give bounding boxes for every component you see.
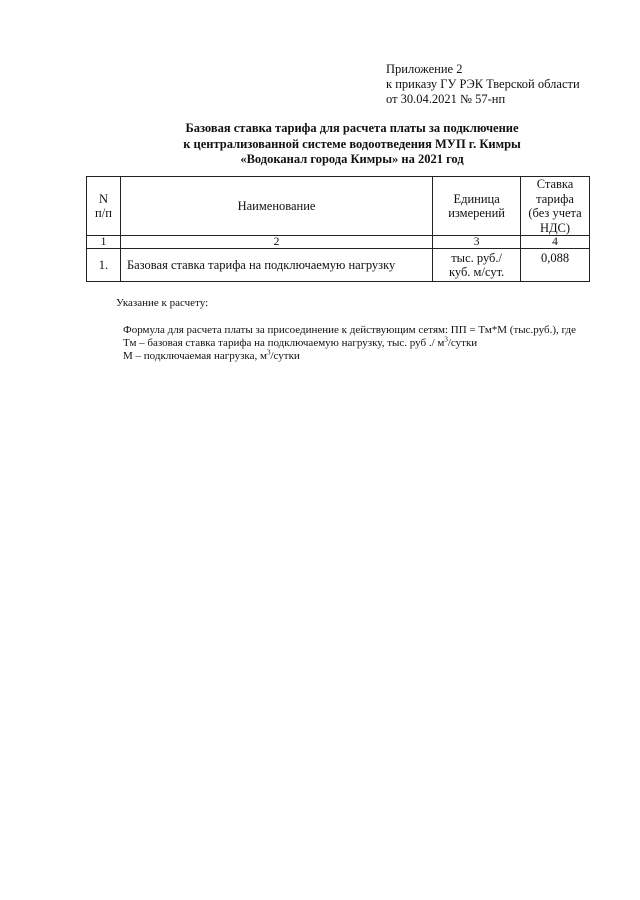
m-definition-text: М – подключаемая нагрузка, м [123, 350, 267, 362]
header-num [87, 177, 121, 236]
appendix-block [386, 62, 580, 107]
table-header-row [87, 177, 590, 236]
header-num-line-1: N [98, 191, 108, 206]
header-rate-line-3: (без учета [528, 206, 582, 220]
tm-definition-exponent: 3 [444, 335, 448, 344]
appendix-order-ref: к приказу ГУ РЭК Тверской области [386, 77, 580, 91]
formula-block [123, 324, 576, 363]
column-number-row [87, 236, 590, 249]
m-definition-unit: /сутки [270, 350, 300, 362]
calculation-note-heading: Указание к расчету: [116, 297, 209, 309]
header-unit [433, 177, 521, 236]
row-num: 1. [87, 249, 121, 282]
tariff-table [86, 176, 590, 282]
header-num-line-2: п/п [95, 206, 112, 220]
header-name: Наименование [120, 177, 432, 236]
header-rate-line-2: тарифа [536, 191, 574, 206]
tm-definition [123, 337, 576, 350]
document-title-line-2: к централизованной системе водоотведения МУП г. Кимры [183, 136, 521, 151]
header-unit-line-1: Единица [453, 191, 500, 206]
formula-line: Формула для расчета платы за присоединение к действующим сетям: ПП = Тм*М (тыс.руб.), где [123, 324, 576, 336]
m-definition-exponent: 3 [266, 348, 271, 357]
document-title-line-1: Базовая ставка тарифа для расчета платы за подключение [185, 121, 519, 135]
row-unit-line-1: тыс. руб./ [451, 250, 502, 265]
column-number: 1 [87, 236, 121, 249]
table-row [87, 249, 590, 282]
row-name: Базовая ставка тарифа на подключаемую нагрузку [120, 249, 432, 282]
header-unit-line-2: измерений [448, 206, 505, 220]
m-definition [123, 350, 576, 363]
column-number: 2 [120, 236, 432, 249]
appendix-title: Приложение 2 [386, 62, 463, 76]
document-title [92, 121, 612, 168]
column-number: 4 [521, 236, 590, 249]
column-number: 3 [433, 236, 521, 249]
document-title-line-3: «Водоканал города Кимры» на 2021 год [240, 152, 464, 166]
header-rate-line-1: Ставка [536, 177, 574, 191]
row-unit-line-2: куб. м/сут. [448, 265, 505, 279]
appendix-order-date: от 30.04.2021 № 57-нп [386, 92, 506, 106]
header-rate [521, 177, 590, 236]
header-rate-line-4: НДС) [540, 220, 571, 235]
row-rate: 0,088 [521, 249, 590, 282]
tm-definition-text: Тм – базовая ставка тарифа на подключаемую нагрузку, тыс. руб ./ м [123, 337, 445, 349]
row-unit [433, 249, 521, 282]
tm-definition-unit: /сутки [447, 337, 478, 349]
